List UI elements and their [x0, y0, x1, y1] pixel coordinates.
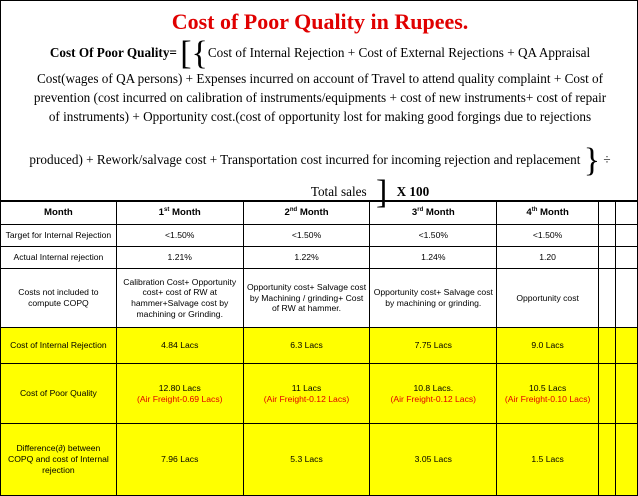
formula-line-1: [1, 37, 638, 71]
air-freight-note: (Air Freight-0.69 Lacs): [136, 393, 223, 404]
empty-cell: [615, 247, 637, 269]
table-row: [1, 225, 638, 247]
table-cell: 9.0 Lacs: [497, 328, 599, 364]
header-row: [1, 202, 638, 225]
table-cell: 3.05 Lacs: [370, 424, 497, 496]
formula-lead: Cost Of Poor Quality=: [49, 45, 177, 60]
table-cell: 1.24%: [370, 247, 497, 269]
header-month-1: 1st Month: [116, 202, 243, 225]
page-title: Cost of Poor Quality in Rupees.: [171, 9, 469, 34]
table-row: [1, 364, 638, 424]
table-row: [1, 424, 638, 496]
formula-multiplier: X 100: [396, 184, 430, 199]
formula-text-1: Cost of Internal Rejection + Cost of External Rejections + QA Appraisal: [207, 45, 591, 60]
formula-close-brace: }: [583, 142, 601, 179]
row-label: Costs not included to compute COPQ: [1, 269, 117, 328]
table-cell: Opportunity cost+ Salvage cost by Machining / grinding+ Cost of RW at hammer.: [243, 269, 370, 328]
header-month-4: 4th Month: [497, 202, 599, 225]
formula-box: [0, 0, 638, 211]
table-cell: 4.84 Lacs: [116, 328, 243, 364]
formula-line-2: Cost(wages of QA persons) + Expenses incurred on account of Travel to attend quality complaint + Cost of: [36, 71, 604, 86]
row-label: Target for Internal Rejection: [1, 225, 117, 247]
table-cell: 12.80 Lacs (Air Freight-0.69 Lacs): [116, 364, 243, 424]
table-cell: <1.50%: [497, 225, 599, 247]
row-label: Cost of Poor Quality: [1, 364, 117, 424]
table-row: [1, 247, 638, 269]
table-cell: 10.8 Lacs. (Air Freight-0.12 Lacs): [370, 364, 497, 424]
table-row: [1, 269, 638, 328]
row-label: Actual Internal rejection: [1, 247, 117, 269]
table-cell: <1.50%: [243, 225, 370, 247]
table-cell: 1.5 Lacs: [497, 424, 599, 496]
formula-divide: ÷: [603, 152, 611, 167]
empty-cell: [615, 364, 637, 424]
row-label: Difference(∂) between COPQ and cost of Internal rejection: [1, 424, 117, 496]
formula-line-4: of instruments) + Opportunity cost.(cost of opportunity lost for making good forgings due to rejections: [48, 109, 592, 124]
empty-cell: [599, 364, 616, 424]
empty-cell: [599, 269, 616, 328]
empty-cell: [615, 424, 637, 496]
air-freight-note: (Air Freight-0.12 Lacs): [390, 393, 477, 404]
table-cell: 10.5 Lacs (Air Freight-0.10 Lacs): [497, 364, 599, 424]
copq-table: [0, 201, 638, 496]
header-month-3: 3rd Month: [370, 202, 497, 225]
header-month: Month: [1, 202, 117, 225]
formula-line-3: prevention (cost incurred on calibration of instruments/equipments + cost of new instruments+ cost of repair: [33, 90, 607, 105]
table-cell: 11 Lacs (Air Freight-0.12 Lacs): [243, 364, 370, 424]
header-month-2: 2nd Month: [243, 202, 370, 225]
table-cell: Opportunity cost: [497, 269, 599, 328]
table-cell: <1.50%: [370, 225, 497, 247]
formula-text-5: produced) + Rework/salvage cost + Transportation cost incurred for incoming rejection and replacement: [29, 152, 581, 167]
table-cell: 5.3 Lacs: [243, 424, 370, 496]
formula-denominator: Total sales: [310, 184, 367, 199]
empty-cell: [599, 424, 616, 496]
table-cell: 6.3 Lacs: [243, 328, 370, 364]
table-cell: 7.96 Lacs: [116, 424, 243, 496]
air-freight-note: (Air Freight-0.12 Lacs): [263, 393, 350, 404]
formula-close-bracket: ]: [375, 174, 388, 211]
empty-cell: [599, 202, 616, 225]
empty-cell: [615, 269, 637, 328]
table-cell: 7.75 Lacs: [370, 328, 497, 364]
table-cell: Calibration Cost+ Opportunity cost+ cost of RW at hammer+Salvage cost by machining or Grinding.: [116, 269, 243, 328]
row-label: Cost of Internal Rejection: [1, 328, 117, 364]
table-cell: 1.22%: [243, 247, 370, 269]
table-cell: 1.20: [497, 247, 599, 269]
formula-open-brackets: [{: [180, 35, 208, 72]
table-row: [1, 328, 638, 364]
empty-cell: [599, 328, 616, 364]
formula-line-5: [1, 144, 638, 178]
empty-cell: [599, 247, 616, 269]
empty-cell: [615, 225, 637, 247]
air-freight-note: (Air Freight-0.10 Lacs): [504, 393, 591, 404]
table-cell: 1.21%: [116, 247, 243, 269]
table-cell: Opportunity cost+ Salvage cost by machining or grinding.: [370, 269, 497, 328]
empty-cell: [599, 225, 616, 247]
table-cell: <1.50%: [116, 225, 243, 247]
empty-cell: [615, 328, 637, 364]
empty-cell: [615, 202, 637, 225]
